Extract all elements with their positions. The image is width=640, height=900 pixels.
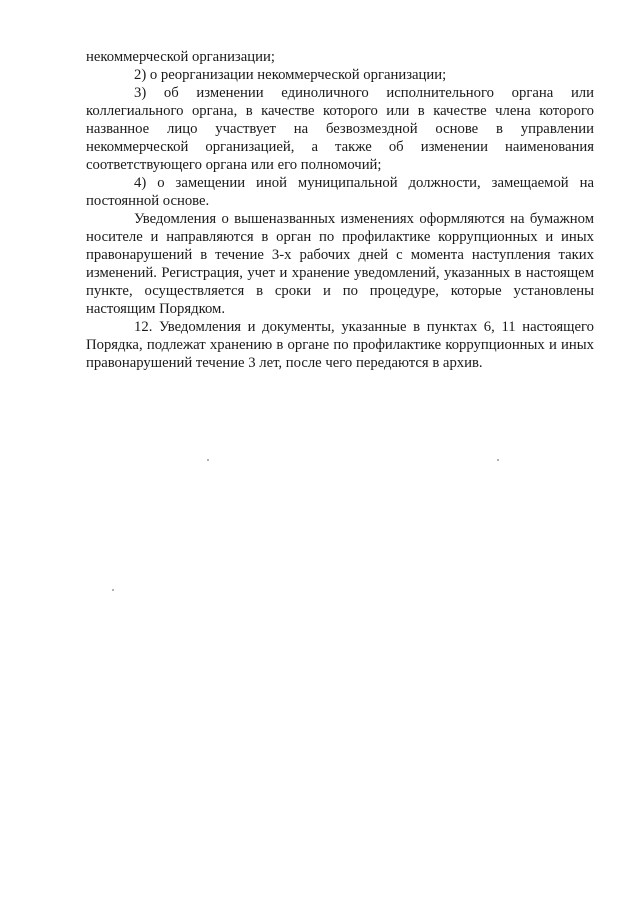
paragraph-item-2: 2) о реорганизации некоммерческой организации; [134, 67, 447, 83]
paragraph-notifications: Уведомления о вышеназванных изменениях оформляются на бумажном носителе и направляются в орган по профилактике коррупционных и иных правонарушений в течение 3-х рабочих дней с момента наступления таких изменений. Регистрация, учет и хранение уведомлений, указанных в настоящем пункте, осуществляется в сроки и по процедуре, которые установлены настоящим Порядком. [86, 211, 594, 317]
paragraph-clause-12: 12. Уведомления и документы, указанные в пунктах 6, 11 настоящего Порядка, подлежат хранению в органе по профилактике коррупционных и иных правонарушений течение 3 лет, после чего передаются в архив. [86, 319, 594, 371]
document-body [86, 48, 594, 372]
scan-speck [497, 459, 499, 461]
scan-speck [207, 459, 209, 461]
paragraph-continuation: некоммерческой организации; [86, 49, 275, 65]
paragraph-item-4: 4) о замещении иной муниципальной должности, замещаемой на постоянной основе. [86, 175, 594, 209]
paragraph-item-3: 3) об изменении единоличного исполнительного органа или коллегиального органа, в качестве которого или в качестве члена которого названное лицо участвует на безвозмездной основе в управлении некоммерческой организацией, а также об изменении наименования соответствующего органа или его полномочий; [86, 85, 594, 173]
scan-speck [112, 589, 114, 591]
